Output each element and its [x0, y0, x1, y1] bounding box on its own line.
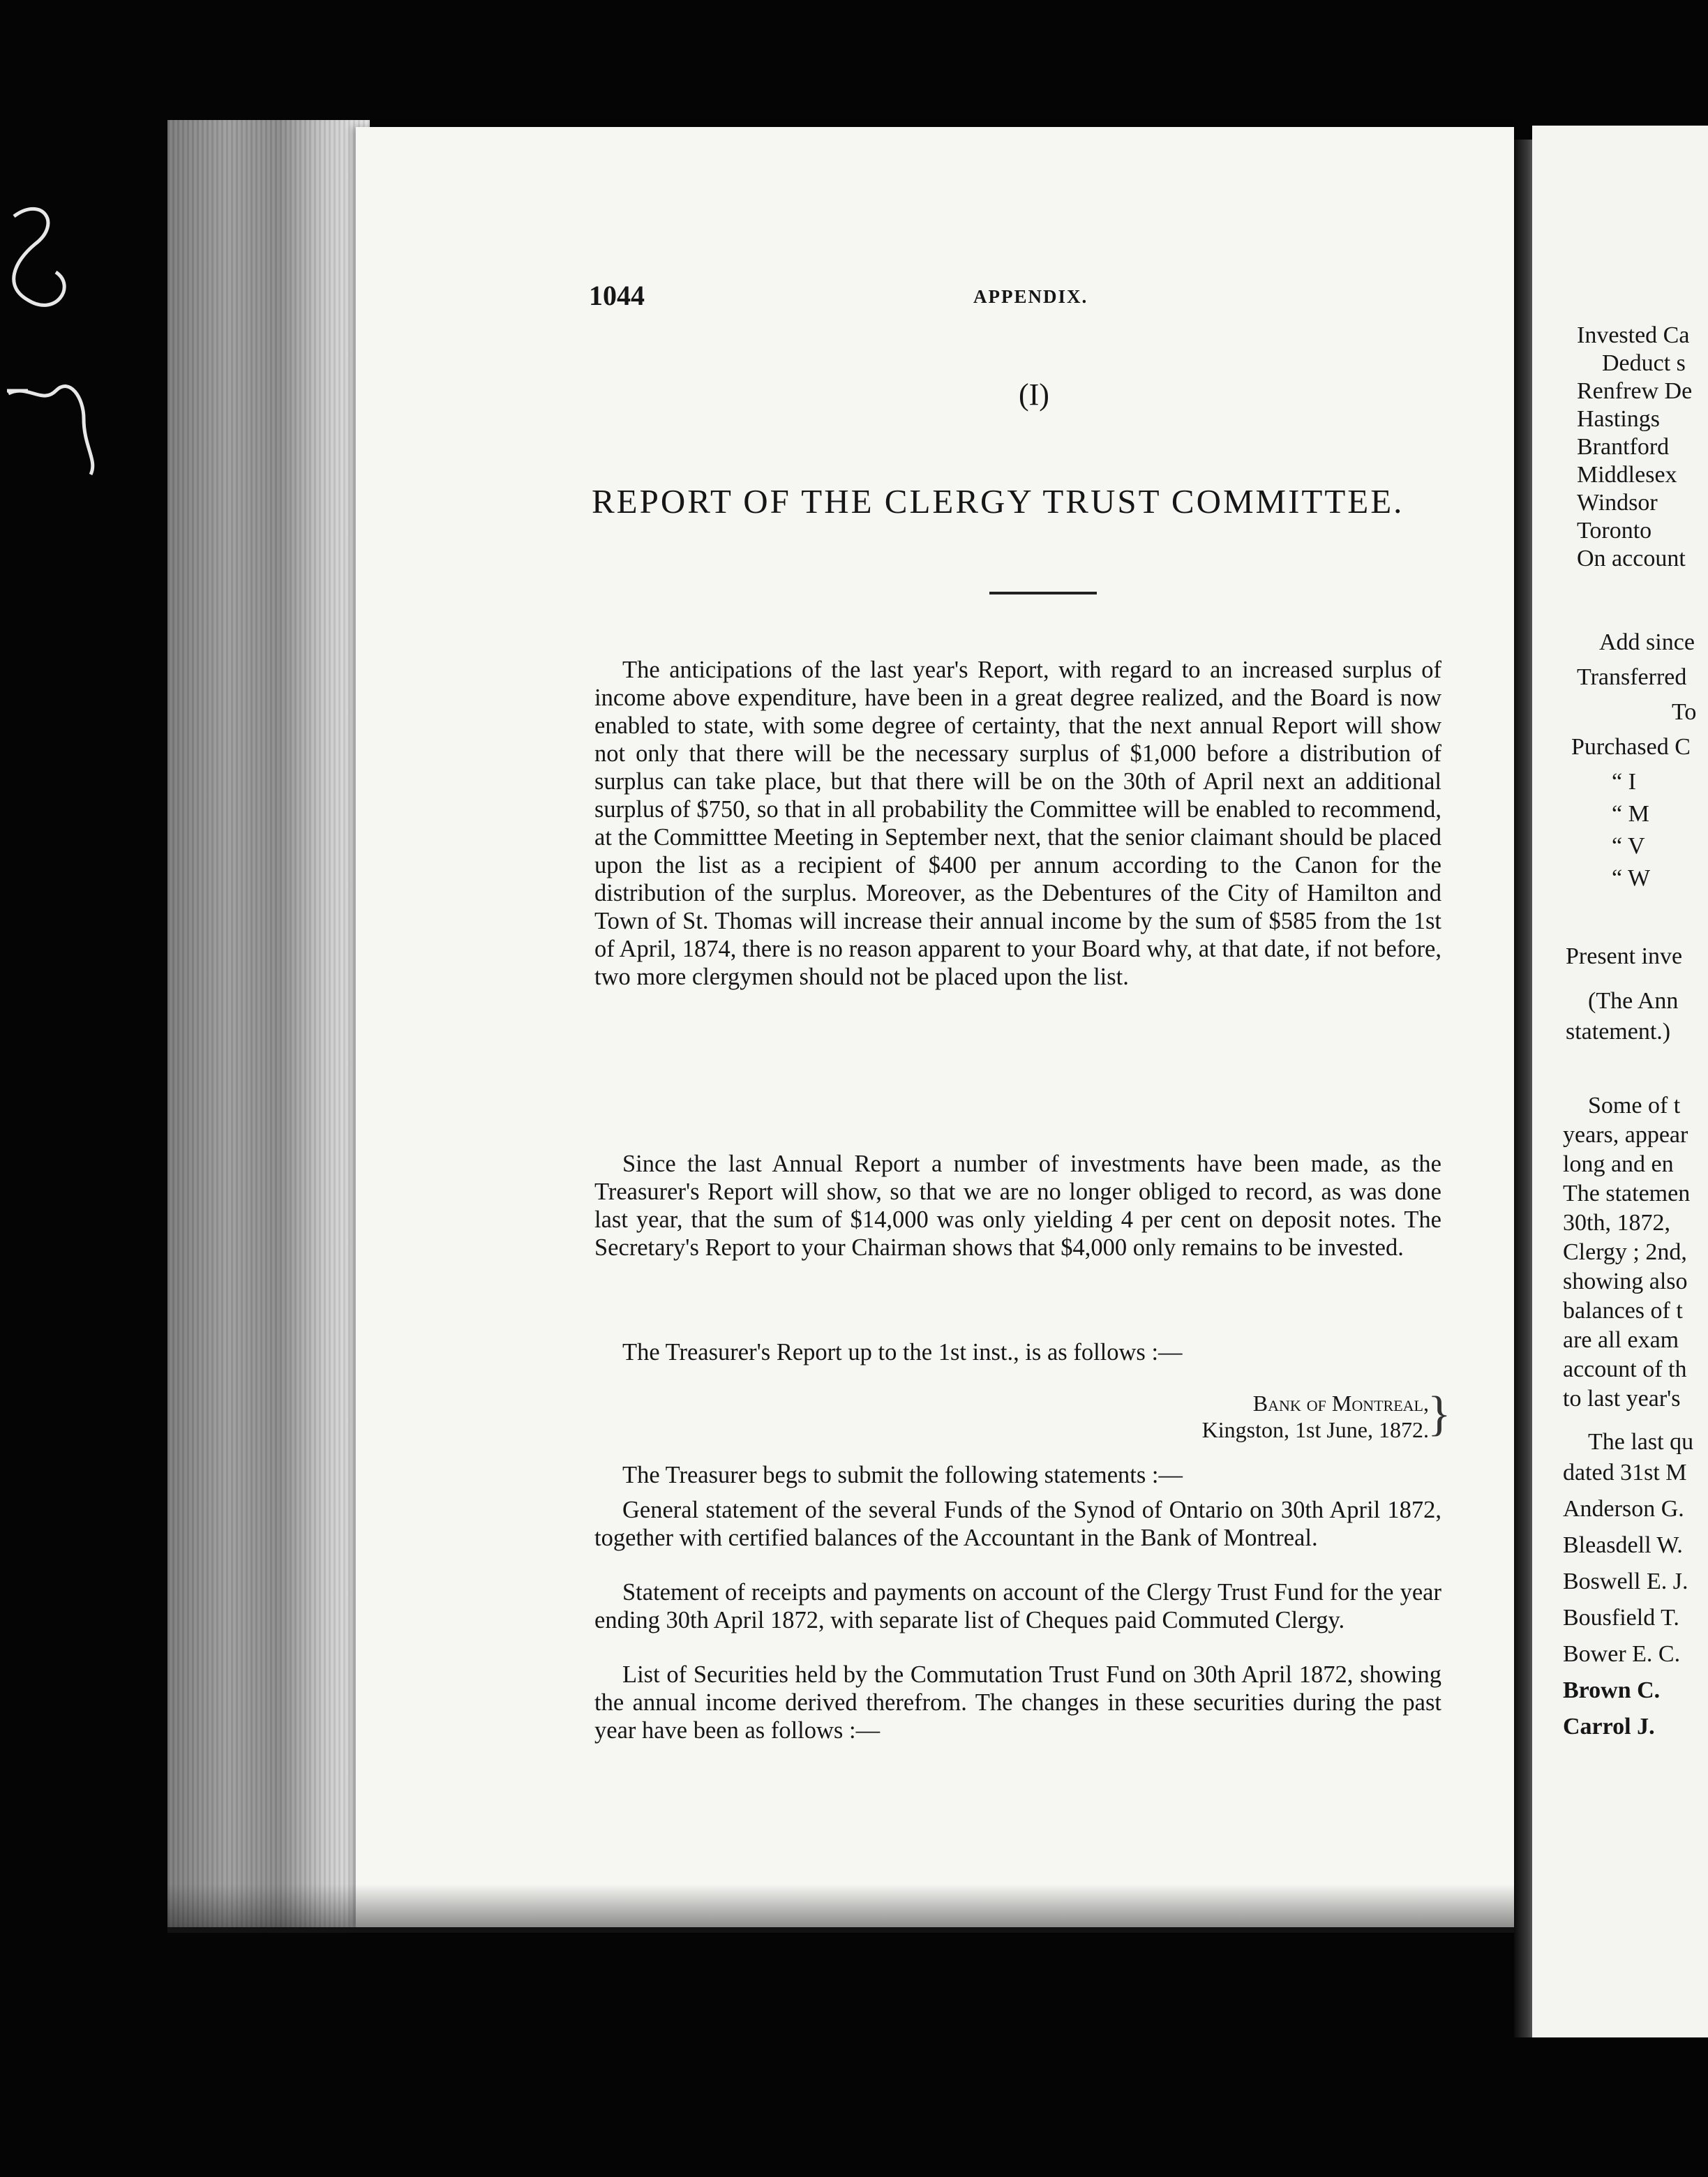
right-line: The statemen: [1563, 1181, 1691, 1206]
right-line: showing also: [1563, 1269, 1688, 1294]
right-line: Transferred: [1577, 664, 1687, 690]
right-line: Bower E. C.: [1563, 1641, 1681, 1667]
right-line: Invested Ca: [1577, 322, 1690, 348]
bank-address-block: [1074, 1390, 1443, 1443]
right-line: Bousfield T.: [1563, 1605, 1679, 1631]
right-line: statement.): [1566, 1019, 1671, 1045]
right-line: Brown C.: [1563, 1677, 1661, 1703]
running-head: APPENDIX.: [973, 286, 1088, 307]
right-line: “ V: [1612, 833, 1645, 859]
paragraph-investments: Since the last Annual Report a number of investments have been made, as the Treasurer's Report will show, so that we are no longer obliged to record, as was done last year, that the sum of $14,000 was only yielding 4 per cent on deposit notes. The Secretary's Report to your Chairman shows that $4,000 only remains to be invested.: [594, 1151, 1441, 1261]
right-line: Present inve: [1566, 943, 1683, 969]
right-line: long and en: [1563, 1151, 1674, 1177]
right-line: Windsor: [1577, 490, 1658, 516]
right-line: Brantford: [1577, 434, 1670, 460]
page-bottom-shadow: [167, 1884, 1521, 1933]
paragraph-general-statement: General statement of the several Funds of the Synod of Ontario on 30th April 1872, together with certified balances of the Accountant in the Bank of Montreal.: [594, 1497, 1441, 1551]
paragraph-treasurer-report: The Treasurer's Report up to the 1st inst., is as follows :—: [622, 1339, 1183, 1366]
right-line: years, appear: [1563, 1122, 1688, 1148]
bank-place-date: Kingston, 1st June, 1872.: [1201, 1417, 1429, 1442]
brace-glyph: }: [1428, 1387, 1451, 1441]
right-line: account of th: [1563, 1356, 1687, 1382]
right-line: “ W: [1612, 865, 1651, 891]
section-marker: (I): [1019, 377, 1049, 412]
paragraph-securities-list: List of Securities held by the Commutation Trust Fund on 30th April 1872, showing the annual income derived therefrom. The changes in these securities during the past year have been as follows :—: [594, 1661, 1441, 1744]
right-line: are all exam: [1563, 1327, 1679, 1353]
paragraph-statements-intro: The Treasurer begs to submit the following statements :—: [622, 1462, 1183, 1488]
right-line: Boswell E. J.: [1563, 1569, 1688, 1594]
right-line: Renfrew De: [1577, 378, 1693, 404]
right-line: Anderson G.: [1563, 1496, 1684, 1522]
report-title: REPORT OF THE CLERGY TRUST COMMITTEE.: [592, 482, 1404, 521]
right-line: On account: [1577, 546, 1686, 571]
bank-name: Bank of Montreal,: [1252, 1391, 1429, 1416]
title-rule: [989, 592, 1097, 594]
right-line: To: [1672, 699, 1697, 725]
right-line: Carrol J.: [1563, 1714, 1655, 1740]
margin-scribble-marks: [0, 195, 112, 614]
right-line: Add since: [1599, 629, 1695, 655]
right-line: “ M: [1612, 801, 1649, 827]
right-line: Clergy ; 2nd,: [1563, 1239, 1687, 1265]
right-line: Deduct s: [1602, 350, 1686, 376]
right-line: 30th, 1872,: [1563, 1210, 1670, 1236]
paragraph-receipts-payments: Statement of receipts and payments on account of the Clergy Trust Fund for the year ending 30th April 1872, with separate list of Cheques paid Commuted Clergy.: [594, 1579, 1441, 1633]
right-page: [1532, 126, 1708, 2037]
right-line: The last qu: [1588, 1429, 1694, 1455]
right-line: “ I: [1612, 769, 1636, 795]
book-page-edge-texture: [167, 120, 370, 1927]
right-line: Toronto: [1577, 518, 1652, 544]
right-line: balances of t: [1563, 1298, 1683, 1324]
right-line: Middlesex: [1577, 462, 1677, 488]
paragraph-anticipations: The anticipations of the last year's Report, with regard to an increased surplus of income above expenditure, have been in a great degree realized, and the Board is now enabled to state, with some degree of certainty, that the next annual Report will show not only that there will be the necessary surplus of $1,000 before a distribution of surplus can take place, but that there will be on the 30th of April next an additional surplus of $750, so that in all probability the Committee will be enabled to recommend, at the Committtee Meeting in September next, that the senior claimant should be placed upon the list as a recipient of $400 per annum according to the Canon for the distribution of the surplus. Moreover, as the Debentures of the City of Hamilton and Town of St. Thomas will increase their annual income by the sum of $585 from the 1st of April, 1874, there is no reason apparent to your Board why, at that date, if not before, two more clergymen should not be placed upon the list.: [594, 657, 1441, 990]
right-line: to last year's: [1563, 1386, 1681, 1412]
right-line: (The Ann: [1588, 988, 1679, 1014]
right-line: Some of t: [1588, 1093, 1681, 1119]
page-number: 1044: [589, 280, 645, 311]
right-line: Bleasdell W.: [1563, 1532, 1683, 1558]
left-page: [356, 127, 1514, 1927]
right-line: dated 31st M: [1563, 1460, 1687, 1486]
right-line: Hastings: [1577, 406, 1660, 432]
right-line: Purchased C: [1571, 734, 1691, 760]
